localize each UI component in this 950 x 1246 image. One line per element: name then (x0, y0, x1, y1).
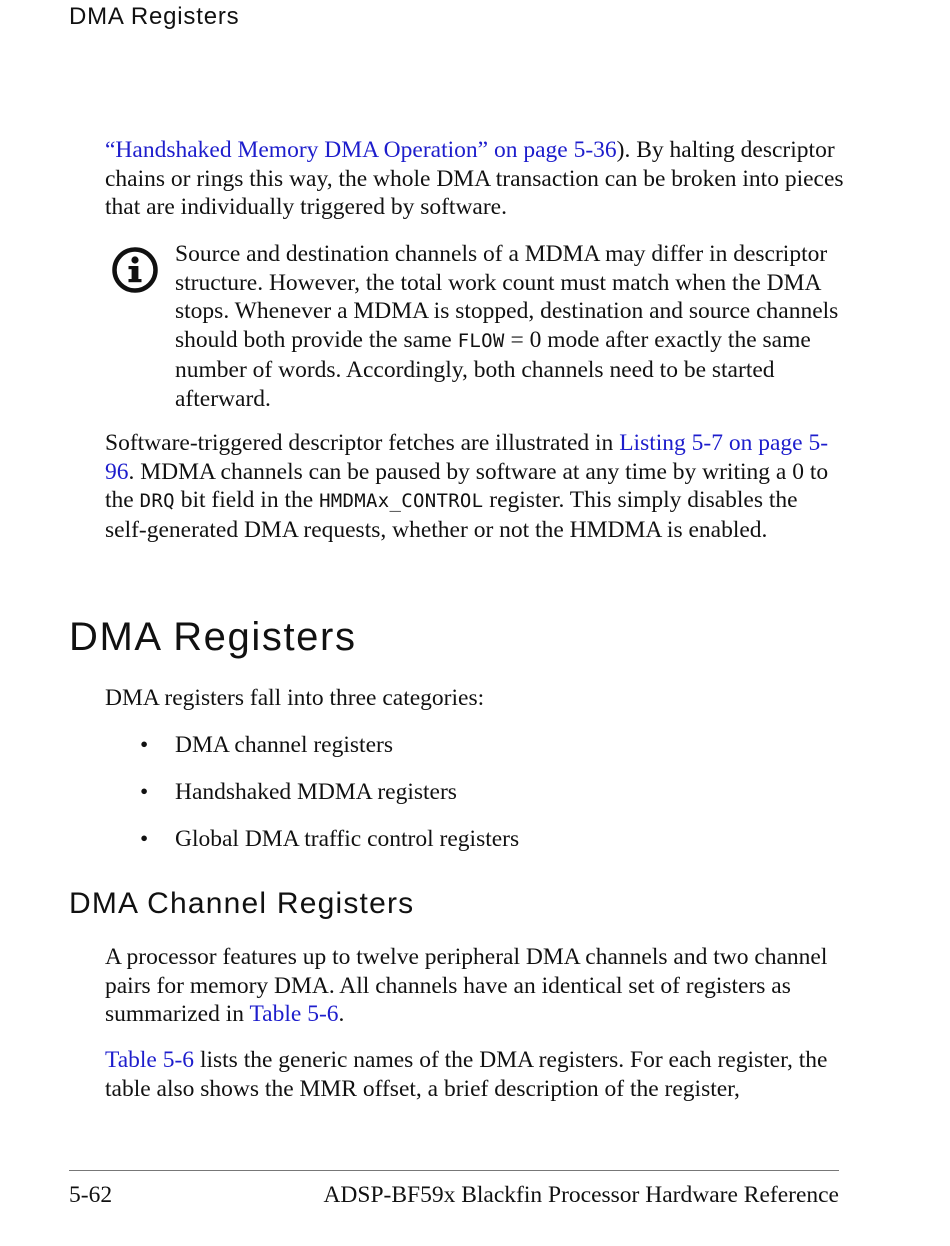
table-5-6-link[interactable]: Table 5-6 (105, 1047, 195, 1073)
intro-paragraph (105, 136, 845, 222)
channel-text: . (338, 1001, 345, 1028)
software-text: bit field in the (174, 487, 320, 514)
software-text: Software-triggered descriptor fetches are illustrated in (105, 430, 620, 456)
channel-text: A processor features up to twelve peripheral DMA channels and two channel pairs for memory DMA. All channels have an identical set of registers as summarized in (105, 944, 828, 1028)
software-text: . MDMA channels can be paused by software at any time by writing a 0 to the (105, 458, 829, 514)
running-header: DMA Registers (69, 3, 240, 30)
bullet-icon: • (140, 779, 149, 805)
info-icon (111, 246, 159, 294)
listing-5-7-link[interactable]: Listing 5-7 on page 5-96 (105, 430, 829, 485)
bullet-icon: • (140, 732, 149, 758)
table-5-6-link[interactable]: Table 5-6 (249, 1001, 339, 1028)
subsection-heading: DMA Channel Registers (69, 887, 415, 920)
note-text-part: Source and destination channels of a MDMA may differ in descriptor structure. However, the total work count must match when the DMA stops. Whenever a MDMA is stopped, destination and source channels should both provide the same (175, 241, 839, 354)
categories-intro: DMA registers fall into three categories: (105, 685, 485, 711)
software-text: register. This simply disables the self-generated DMA requests, whether or not the HMDMA is enabled. (105, 487, 798, 544)
document-title: ADSP-BF59x Blackfin Processor Hardware Reference (323, 1182, 839, 1208)
hmdma-control-code: HMDMAx_CONTROL (319, 490, 484, 513)
note-text-part: = 0 mode after exactly the same number of words. Accordingly, both channels need to be started afterward. (175, 327, 811, 412)
page-number: 5-62 (69, 1182, 113, 1208)
table-paragraph (105, 1046, 845, 1103)
intro-text: ). By halting descriptor chains or rings this way, the whole DMA transaction can be broken into pieces that are individually triggered by software. (105, 137, 844, 221)
list-item-text: DMA channel registers (175, 732, 393, 758)
channel-paragraph (105, 943, 845, 1029)
handshaked-mdma-link[interactable]: “Handshaked Memory DMA Operation” on page 5-36 (105, 137, 617, 163)
flow-code: FLOW (457, 330, 505, 353)
list-item-text: Handshaked MDMA registers (175, 779, 457, 805)
table-text: lists the generic names of the DMA registers. For each register, the table also shows the MMR offset, a brief description of the register, (105, 1047, 828, 1102)
list-item-text: Global DMA traffic control registers (175, 826, 520, 852)
section-heading: DMA Registers (69, 615, 357, 659)
bullet-icon: • (140, 826, 149, 852)
note-text (175, 240, 845, 413)
drq-code: DRQ (139, 490, 175, 513)
footer-divider (69, 1170, 839, 1171)
software-paragraph (105, 429, 845, 545)
